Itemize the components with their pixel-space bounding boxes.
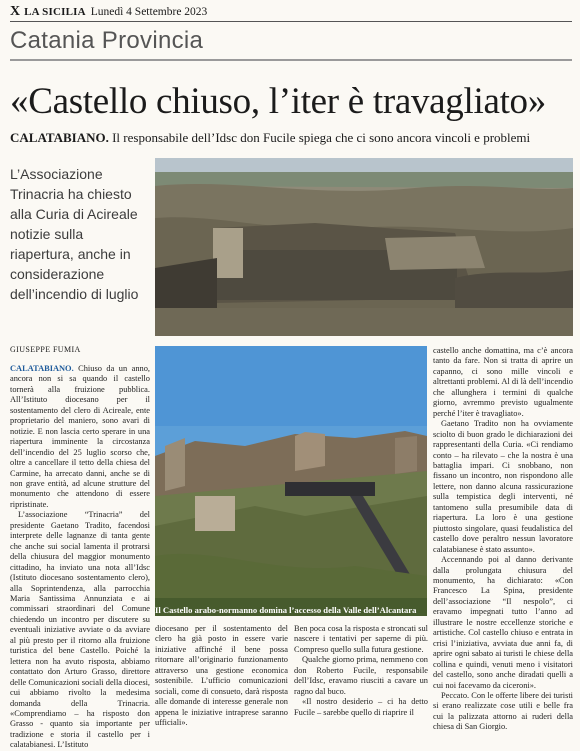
section-title: Catania Provincia: [10, 27, 204, 54]
paragraph: castello anche domattina, ma c’è ancora tanto da fare. Non si tratta di aprire un capanno, ci sono mille vincoli e altrettanti problemi. Al di là dell’incendio che allunghera i termini di qualche giorno, avremmo previsto ugualmente perché l’iter è travagliato».: [433, 346, 573, 418]
photo-castle: [155, 346, 427, 616]
paragraph: Gaetano Tradito non ha ovviamente sciolto di buon grado le dichiarazioni dei rappresentanti della Curia. «Ci rendiamo conto – ha rilevato – che la nostra è una battaglia impari. Ci snobbano, non fissano un incontro, non rispondono alle lettere, non danno alcuna rassicurazione sulla tempistica degli interventi, né tantomeno sulla presumibile data di riapertura. La loro è una gestione piuttosto singolare, quasi feudalistica del castello dove peraltro nessun lavoratore calatabianese è stato assunto».: [433, 419, 573, 554]
dateline: CALATABIANO.: [10, 364, 74, 373]
subheadline-text: Il responsabile dell’Idsc don Fucile spiega che ci sono ancora vincoli e problemi: [112, 130, 531, 145]
paper-name: LA SICILIA: [24, 6, 86, 18]
paragraph: diocesano per il sostentamento del clero ha già posto in essere varie iniziative affinché il bene possa ritornare all’originario funzionamento attraverso una gestione economica sostenibile. L’ufficio comunicazioni sociali, come di consueto, darà risposta alle domande di interesse generale non appena le iniziative intraprese saranno ufficiali».: [155, 624, 288, 728]
issue-date: Lunedì 4 Settembre 2023: [90, 6, 208, 18]
paragraph: Ben poca cosa la risposta e stroncati sul nascere i tentativi per saperne di più. Compreso quello sulla futura gestione.: [294, 624, 428, 654]
byline: GIUSEPPE FUMIA: [10, 345, 81, 354]
masthead: [10, 2, 572, 20]
subheadline: [10, 129, 580, 146]
article-column-4: [433, 346, 573, 733]
article-column-3: [294, 624, 428, 718]
photo-burned-hillside: [155, 158, 573, 336]
article-column-2: [155, 624, 288, 729]
paragraph: CALATABIANO. Chiuso da un anno, ancora non si sa quando il castello tornerà alla fruizione pubblica. All’Istituto diocesano per il sostentamento del clero di Acireale, ente proprietario del maniero, sono avari di notizie. E non lascia certo sperare in una riapertura imminente la circostanza dell’incendio del 25 luglio scorso che, oltre a cancellare il tetto della chiesa del Carmine, ha arrecato danni, anche se di non grave entità, ad alcune strutture del monumento che attendono di essere ripristinate.: [10, 364, 150, 509]
paragraph: «Il nostro desiderio – ci ha detto Fucile – sarebbe quello di riaprire il: [294, 697, 428, 717]
paragraph: L’associazione “Trinacria” del presidente Gaetano Tradito, facendosi interprete delle lagnanze di tanta gente che anche sui social lamenta il protrarsi della chiusura del maggior monumento cittadino, ha inviato una nota all’Idsc (Istituto diocesano sostentamento clero), alla Soprintendenza, alla parrocchia Maria Santissima Annunziata e ai commissari straordinari del Comune chiedendo un incontro per discutere su eventuali iniziative avviate o da avviare al più presto per il ritorno alla fruizione turistica del bene Castello. Poiché la lettera non ha avuto risposta, abbiamo contattato don Arturo Grasso, direttore delle Comunicazioni sociali della diocesi, cui abbiamo rivolto la medesima domanda della Trinacria. «Comprendiamo – ha risposto don Grasso - quanto sia importante per tradizione e storia il castello per i calatabianesi. L’Istituto: [10, 510, 150, 750]
paragraph: Peccato. Con le offerte libere dei turisti si erano realizzate cose utili e belle fra cui la palizzata attorno ai ruderi della chiesa di San Giorgio.: [433, 690, 573, 732]
masthead-rule: [10, 21, 572, 22]
kicker: L’Associazione Trinacria ha chiesto alla Curia di Acireale notizie sulla riapertura, anche in considerazione dell’incendio di luglio: [10, 166, 139, 302]
paragraph: Qualche giorno prima, nemmeno con don Roberto Fucile, responsabile dell’Idsc, eravamo riusciti a cavare un ragno dal buco.: [294, 655, 428, 696]
photo-caption: Il Castello arabo-normanno domina l’accesso della Valle dell’Alcantara: [155, 605, 417, 615]
subheadline-place: CALATABIANO.: [10, 130, 109, 145]
headline: «Castello chiuso, l’iter è travagliato»: [10, 81, 546, 122]
paragraph: Accennando poi al danno derivante dalla prolungata chiusura del monumento, ha dichiarato: «Con Francesco La Spina, presidente dell’associazione “Il nespolo”, ci eravamo impegnati tutto l’anno ad illustrare le nostre eccellenze storiche e artistiche. Col castello chiuso e entrata in crisi l’iniziativa, avviata due anni fa, di aprire ogni sabato ai turisti le chiese della collina e quindi, venuti meno i visitatori del castello, sono anche diradati quelli a cui noi facevamo da ciceroni».: [433, 555, 573, 690]
section-rule: [10, 59, 572, 61]
paper-mark: X: [10, 4, 21, 19]
article-column-1: [10, 364, 150, 751]
